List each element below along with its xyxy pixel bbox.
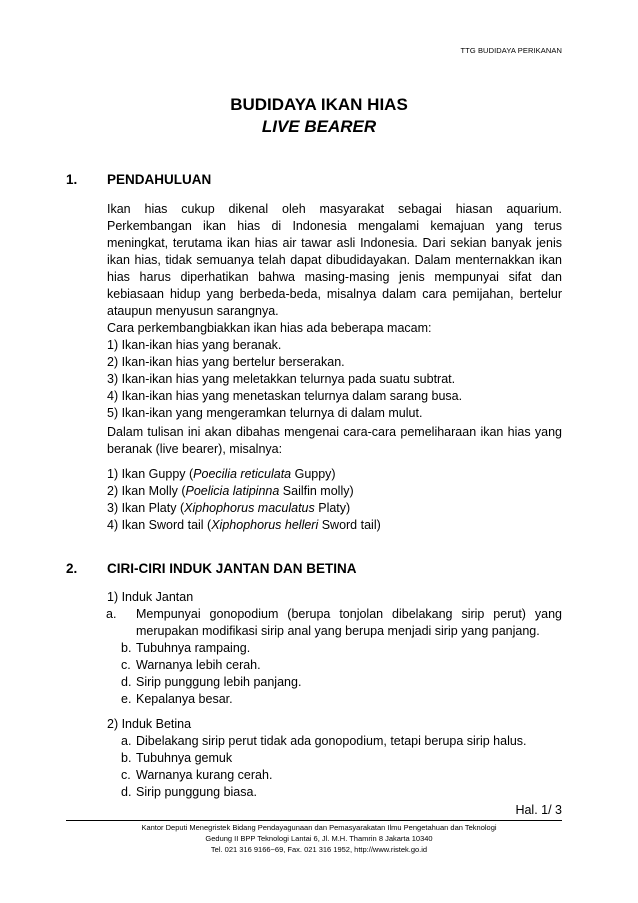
list-item bbox=[121, 657, 562, 674]
list-item bbox=[106, 606, 562, 640]
item-label: d. bbox=[121, 785, 132, 799]
running-header: TTG BUDIDAYA PERIKANAN bbox=[460, 46, 562, 55]
page-number: Hal. 1/ 3 bbox=[515, 803, 562, 817]
list-item bbox=[121, 733, 562, 750]
list-item bbox=[107, 517, 381, 534]
paragraph: Ikan hias cukup dikenal oleh masyarakat sebagai hiasan aquarium. Perkembangan ikan hias di Indonesia mengalami kemajuan yang terus meningkat, terutama ikan hias air tawar asli Indonesia. Dari sekian banyak jenis ikan hias, tidak semuanya telah dapat dibudidayakan. Dalam menternakkan ikan hias harus diperhatikan bahwa masing-masing jenis mempunyai sifat dan kebiasaan hidup yang berbeda-beda, misalnya dalam cara pemijahan, bertelur ataupun menyusun sarangnya. bbox=[107, 202, 562, 318]
list-item bbox=[121, 784, 562, 801]
list-item bbox=[121, 640, 562, 657]
scientific-name: Poelicia latipinna bbox=[185, 484, 280, 498]
section-number: 1. bbox=[66, 172, 78, 187]
item-text: Kepalanya besar. bbox=[136, 692, 233, 706]
item-label: e. bbox=[121, 692, 132, 706]
item-text: Tubuhnya rampaing. bbox=[136, 641, 251, 655]
item-text: Tubuhnya gemuk bbox=[136, 751, 233, 765]
list-item bbox=[107, 466, 336, 483]
item-label: d. bbox=[121, 675, 132, 689]
item-label: c. bbox=[121, 768, 131, 782]
list-item bbox=[107, 483, 354, 500]
paragraph: Dalam tulisan ini akan dibahas mengenai cara-cara pemeliharaan ikan hias yang beranak (live bearer), misalnya: bbox=[107, 425, 562, 456]
item-text: Sirip punggung biasa. bbox=[136, 785, 257, 799]
section-heading: PENDAHULUAN bbox=[107, 172, 212, 187]
document-subtitle: LIVE BEARER bbox=[261, 117, 377, 136]
item-text: Warnanya kurang cerah. bbox=[136, 768, 273, 782]
footer-contact-line: Tel. 021 316 9166~69, Fax. 021 316 1952, http://www.ristek.go.id bbox=[210, 845, 428, 854]
item-label: b. bbox=[121, 641, 132, 655]
item-label: a. bbox=[106, 607, 117, 621]
item-label: c. bbox=[121, 658, 131, 672]
list-item: 4) Ikan-ikan hias yang menetaskan telurnya dalam sarang busa. bbox=[107, 389, 463, 403]
species-label: 4) Ikan Sword tail ( bbox=[107, 518, 212, 532]
list-item bbox=[121, 674, 562, 691]
item-text: Dibelakang sirip perut tidak ada gonopodium, tetapi berupa sirip halus. bbox=[136, 734, 527, 748]
item-text: Mempunyai gonopodium (berupa tonjolan dibelakang sirip perut) yang merupakan modifikasi sirip anal yang berupa menjadi sirip yang panjang. bbox=[136, 607, 562, 638]
species-common-name: Sword tail) bbox=[318, 518, 381, 532]
species-common-name: Sailfin molly) bbox=[279, 484, 354, 498]
list-item: 2) Ikan-ikan hias yang bertelur berserakan. bbox=[107, 355, 345, 369]
item-text: Sirip punggung lebih panjang. bbox=[136, 675, 302, 689]
list-item bbox=[121, 767, 562, 784]
footer-address-line: Kantor Deputi Menegristek Bidang Pendayagunaan dan Pemasyarakatan Ilmu Pengetahuan dan Teknologi bbox=[141, 823, 497, 832]
list-item bbox=[121, 750, 562, 767]
footer-address-line: Gedung II BPP Teknologi Lantai 6, Jl. M.H. Thamrin 8 Jakarta 10340 bbox=[205, 834, 433, 843]
scientific-name: Poecilia reticulata bbox=[193, 467, 292, 481]
item-text: Warnanya lebih cerah. bbox=[136, 658, 261, 672]
item-label: b. bbox=[121, 751, 132, 765]
list-item: 5) Ikan-ikan yang mengeramkan telurnya di dalam mulut. bbox=[107, 406, 423, 420]
section-number: 2. bbox=[66, 561, 78, 576]
species-common-name: Platy) bbox=[314, 501, 351, 515]
subsection-heading: 1) Induk Jantan bbox=[107, 590, 194, 604]
list-item: 3) Ikan-ikan hias yang meletakkan telurnya pada suatu subtrat. bbox=[107, 372, 456, 386]
species-label: 2) Ikan Molly ( bbox=[107, 484, 186, 498]
item-label: a. bbox=[121, 734, 132, 748]
list-item bbox=[121, 691, 562, 708]
subsection-heading: 2) Induk Betina bbox=[107, 717, 192, 731]
species-label: 3) Ikan Platy ( bbox=[107, 501, 185, 515]
footer-divider bbox=[66, 820, 562, 821]
paragraph: Cara perkembangbiakkan ikan hias ada beberapa macam: bbox=[107, 321, 432, 335]
species-label: 1) Ikan Guppy ( bbox=[107, 467, 194, 481]
list-item: 1) Ikan-ikan hias yang beranak. bbox=[107, 338, 282, 352]
scientific-name: Xiphophorus helleri bbox=[211, 518, 319, 532]
list-item bbox=[107, 500, 350, 517]
species-common-name: Guppy) bbox=[291, 467, 336, 481]
document-title: BUDIDAYA IKAN HIAS bbox=[230, 95, 408, 114]
section-heading: CIRI-CIRI INDUK JANTAN DAN BETINA bbox=[107, 561, 357, 576]
scientific-name: Xiphophorus maculatus bbox=[184, 501, 315, 515]
